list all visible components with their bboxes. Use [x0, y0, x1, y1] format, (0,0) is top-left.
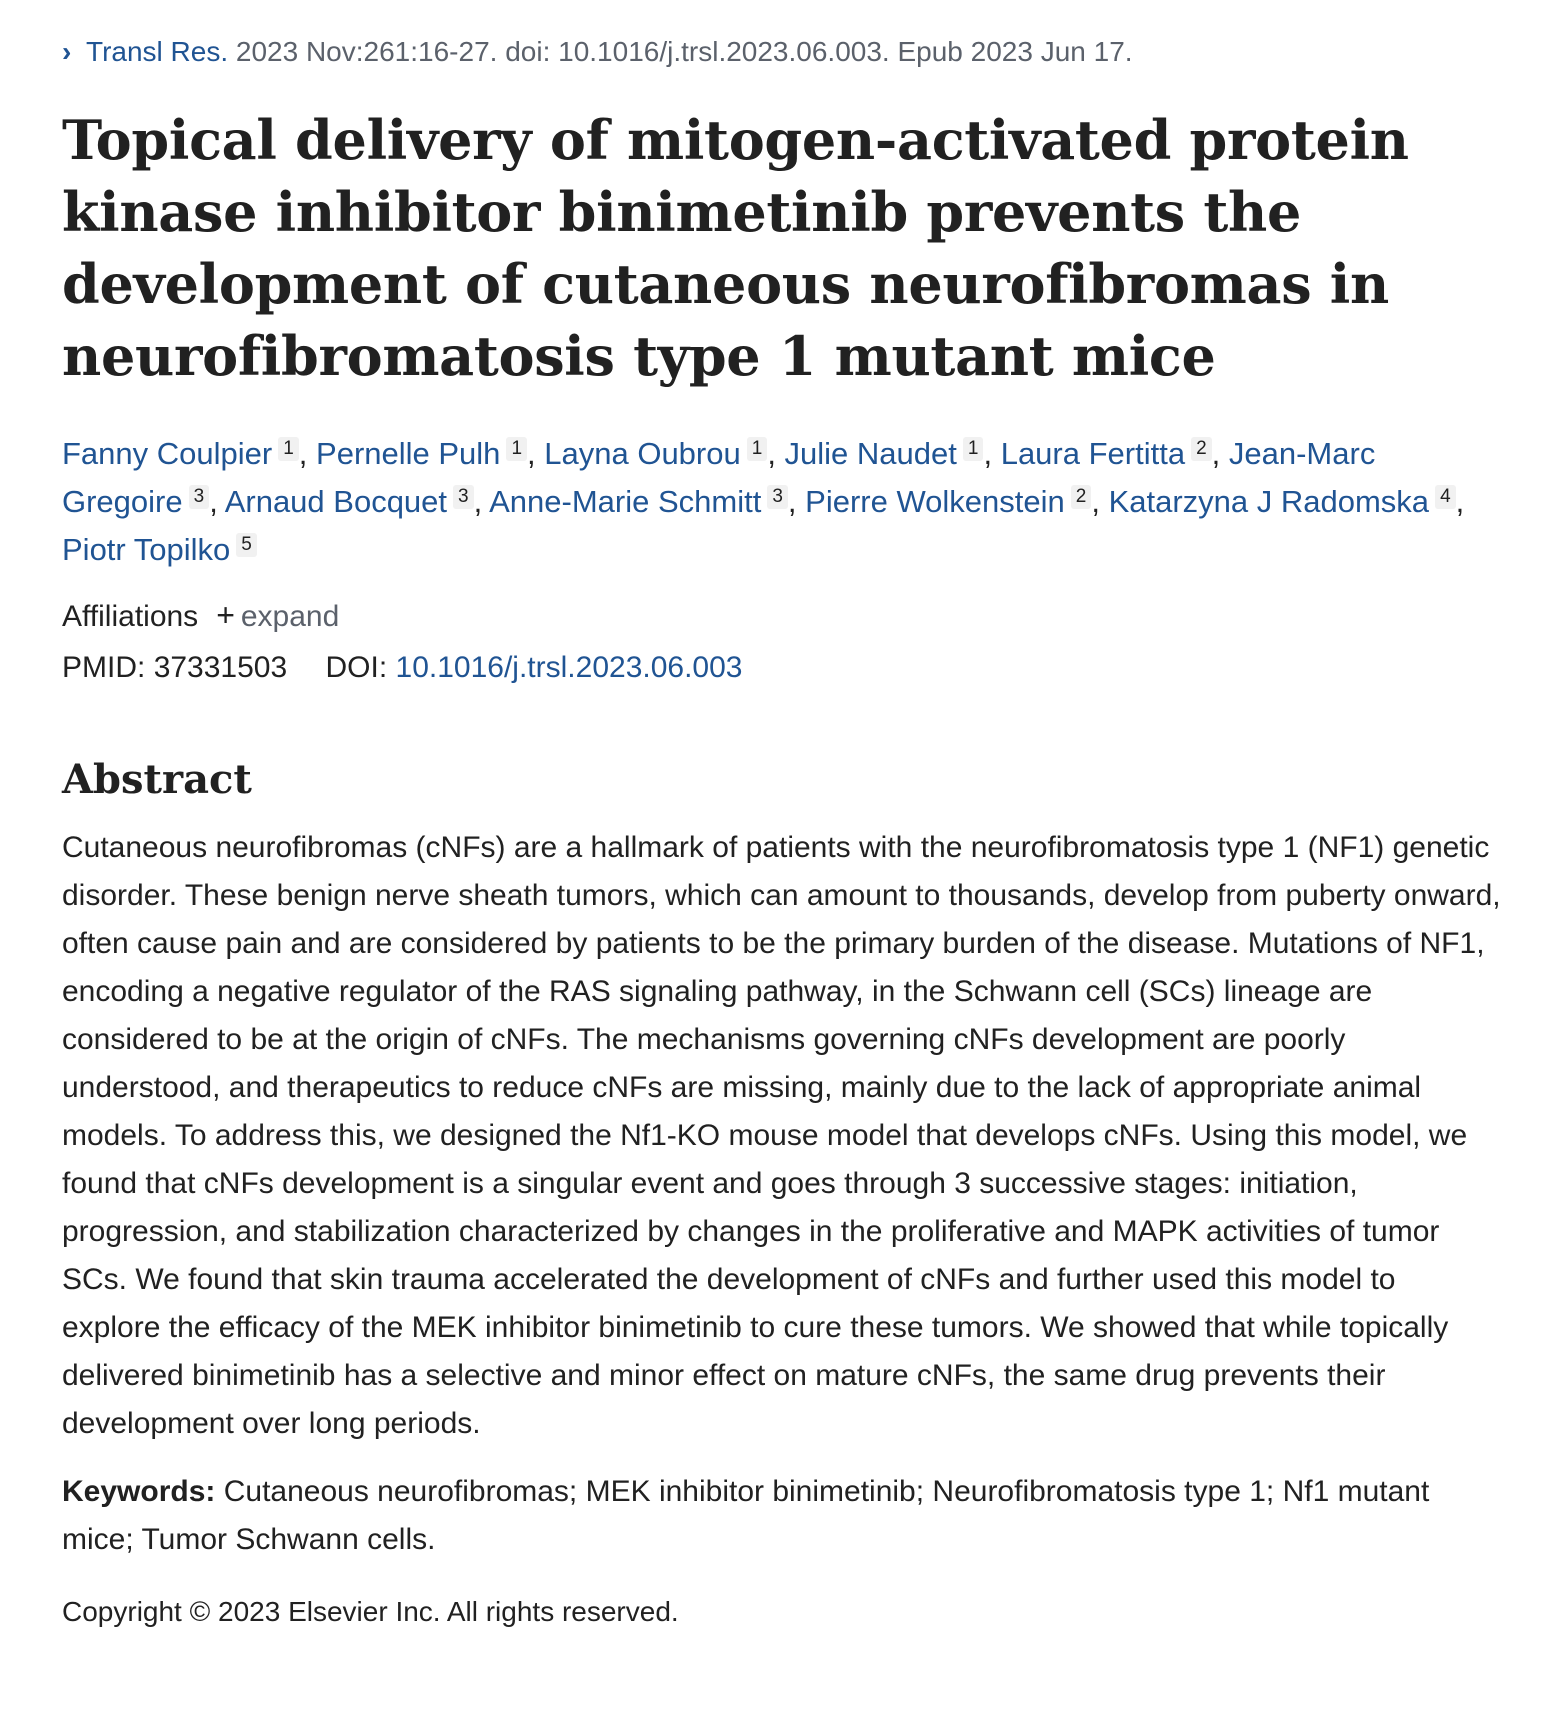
author-separator: , [527, 436, 545, 471]
article-title: Topical delivery of mitogen-activated protein kinase inhibitor binimetinib prevents the development of cutaneous neurofibromas in neurofibromatosis type 1 mutant mice [62, 108, 1409, 388]
author-name-link[interactable]: Piotr Topilko [62, 532, 231, 567]
pmid-label: PMID: [62, 651, 146, 684]
affiliation-number[interactable]: 2 [1071, 485, 1092, 509]
affiliation-number[interactable]: 1 [506, 437, 527, 461]
affiliation-number[interactable]: 1 [278, 437, 299, 461]
author-entry [785, 436, 1001, 471]
plus-icon: + [216, 597, 235, 633]
author-name-link[interactable]: Pierre Wolkenstein [805, 484, 1065, 519]
author-separator: , [209, 484, 225, 519]
doi-link[interactable]: 10.1016/j.trsl.2023.06.003 [395, 651, 743, 684]
citation-line [62, 30, 1492, 74]
author-entry [805, 484, 1108, 519]
affiliation-number[interactable]: 1 [963, 437, 984, 461]
author-name-link[interactable]: Pernelle Pulh [316, 436, 501, 471]
citation-details: 2023 Nov:261:16-27. doi: 10.1016/j.trsl.2023.06.003. Epub 2023 Jun 17. [235, 36, 1133, 67]
author-name-link[interactable]: Fanny Coulpier [62, 436, 273, 471]
author-entry [62, 532, 257, 567]
copyright-notice: Copyright © 2023 Elsevier Inc. All rights reserved. [62, 1596, 679, 1627]
affiliations-row [62, 590, 1492, 642]
author-name-link[interactable]: Laura Fertitta [1000, 436, 1186, 471]
keywords-label: Keywords: [62, 1475, 216, 1508]
affiliation-number[interactable]: 2 [1191, 437, 1212, 461]
author-name-link[interactable]: Arnaud Bocquet [224, 484, 448, 519]
chevron-right-icon[interactable]: › [62, 36, 72, 67]
author-separator: , [983, 436, 1001, 471]
keywords [62, 1468, 1502, 1564]
author-entry [489, 484, 805, 519]
expand-label: expand [240, 600, 340, 633]
affiliations-label: Affiliations [62, 600, 199, 633]
author-separator: , [1211, 436, 1229, 471]
affiliation-number[interactable]: 3 [453, 485, 474, 509]
affiliation-number[interactable]: 3 [767, 485, 788, 509]
author-separator: , [787, 484, 806, 519]
author-name-link[interactable]: Jean-Marc Gregoire [62, 436, 1376, 519]
author-entry [225, 484, 489, 519]
doi-label: DOI: [325, 651, 388, 684]
author-separator: , [767, 436, 785, 471]
author-name-link[interactable]: Layna Oubrou [544, 436, 741, 471]
author-entry [1109, 484, 1465, 519]
keywords-text: Cutaneous neurofibromas; MEK inhibitor binimetinib; Neurofibromatosis type 1; Nf1 mutant mice; Tumor Schwann cells. [62, 1475, 1430, 1556]
identifiers-row [62, 642, 1492, 694]
author-entry [1001, 436, 1229, 471]
affiliation-number[interactable]: 4 [1435, 485, 1456, 509]
journal-link[interactable]: Transl Res. [86, 36, 229, 67]
author-entry [544, 436, 784, 471]
author-name-link[interactable]: Katarzyna J Radomska [1108, 484, 1430, 519]
authors-list [62, 430, 1492, 574]
author-name-link[interactable]: Anne-Marie Schmitt [489, 484, 762, 519]
author-separator: , [298, 436, 317, 471]
author-separator: , [1455, 484, 1465, 519]
affiliations-expand-button[interactable] [216, 597, 340, 633]
abstract-text: Cutaneous neurofibromas (cNFs) are a hallmark of patients with the neurofibromatosis type 1 (NF1) genetic disorder. These benign nerve sheath tumors, which can amount to thousands, develop from puberty onward, often cause pain and are considered by patients to be the primary burden of the disease. Mutations of NF1, encoding a negative regulator of the RAS signaling pathway, in the Schwann cell (SCs) lineage are considered to be at the origin of cNFs. The mechanisms governing cNFs development are poorly understood, and therapeutics to reduce cNFs are missing, mainly due to the lack of appropriate animal models. To address this, we designed the Nf1-KO mouse model that develops cNFs. Using this model, we found that cNFs development is a singular event and goes through 3 successive stages: initiation, progression, and stabilization characterized by changes in the proliferative and MAPK activities of tumor SCs. We found that skin trauma accelerated the development of cNFs and further used this model to explore the efficacy of the MEK inhibitor binimetinib to cure these tumors. We showed that while topically delivered binimetinib has a selective and minor effect on mature cNFs, the same drug prevents their development over long periods. [62, 831, 1501, 1440]
author-separator: , [1091, 484, 1109, 519]
author-name-link[interactable]: Julie Naudet [784, 436, 957, 471]
author-entry [62, 436, 316, 471]
affiliation-number[interactable]: 3 [189, 485, 210, 509]
affiliation-number[interactable]: 1 [747, 437, 768, 461]
author-separator: , [473, 484, 490, 519]
author-entry [316, 436, 544, 471]
affiliation-number[interactable]: 5 [236, 533, 257, 557]
abstract-heading: Abstract [62, 756, 252, 803]
pmid-value: 37331503 [153, 651, 288, 684]
